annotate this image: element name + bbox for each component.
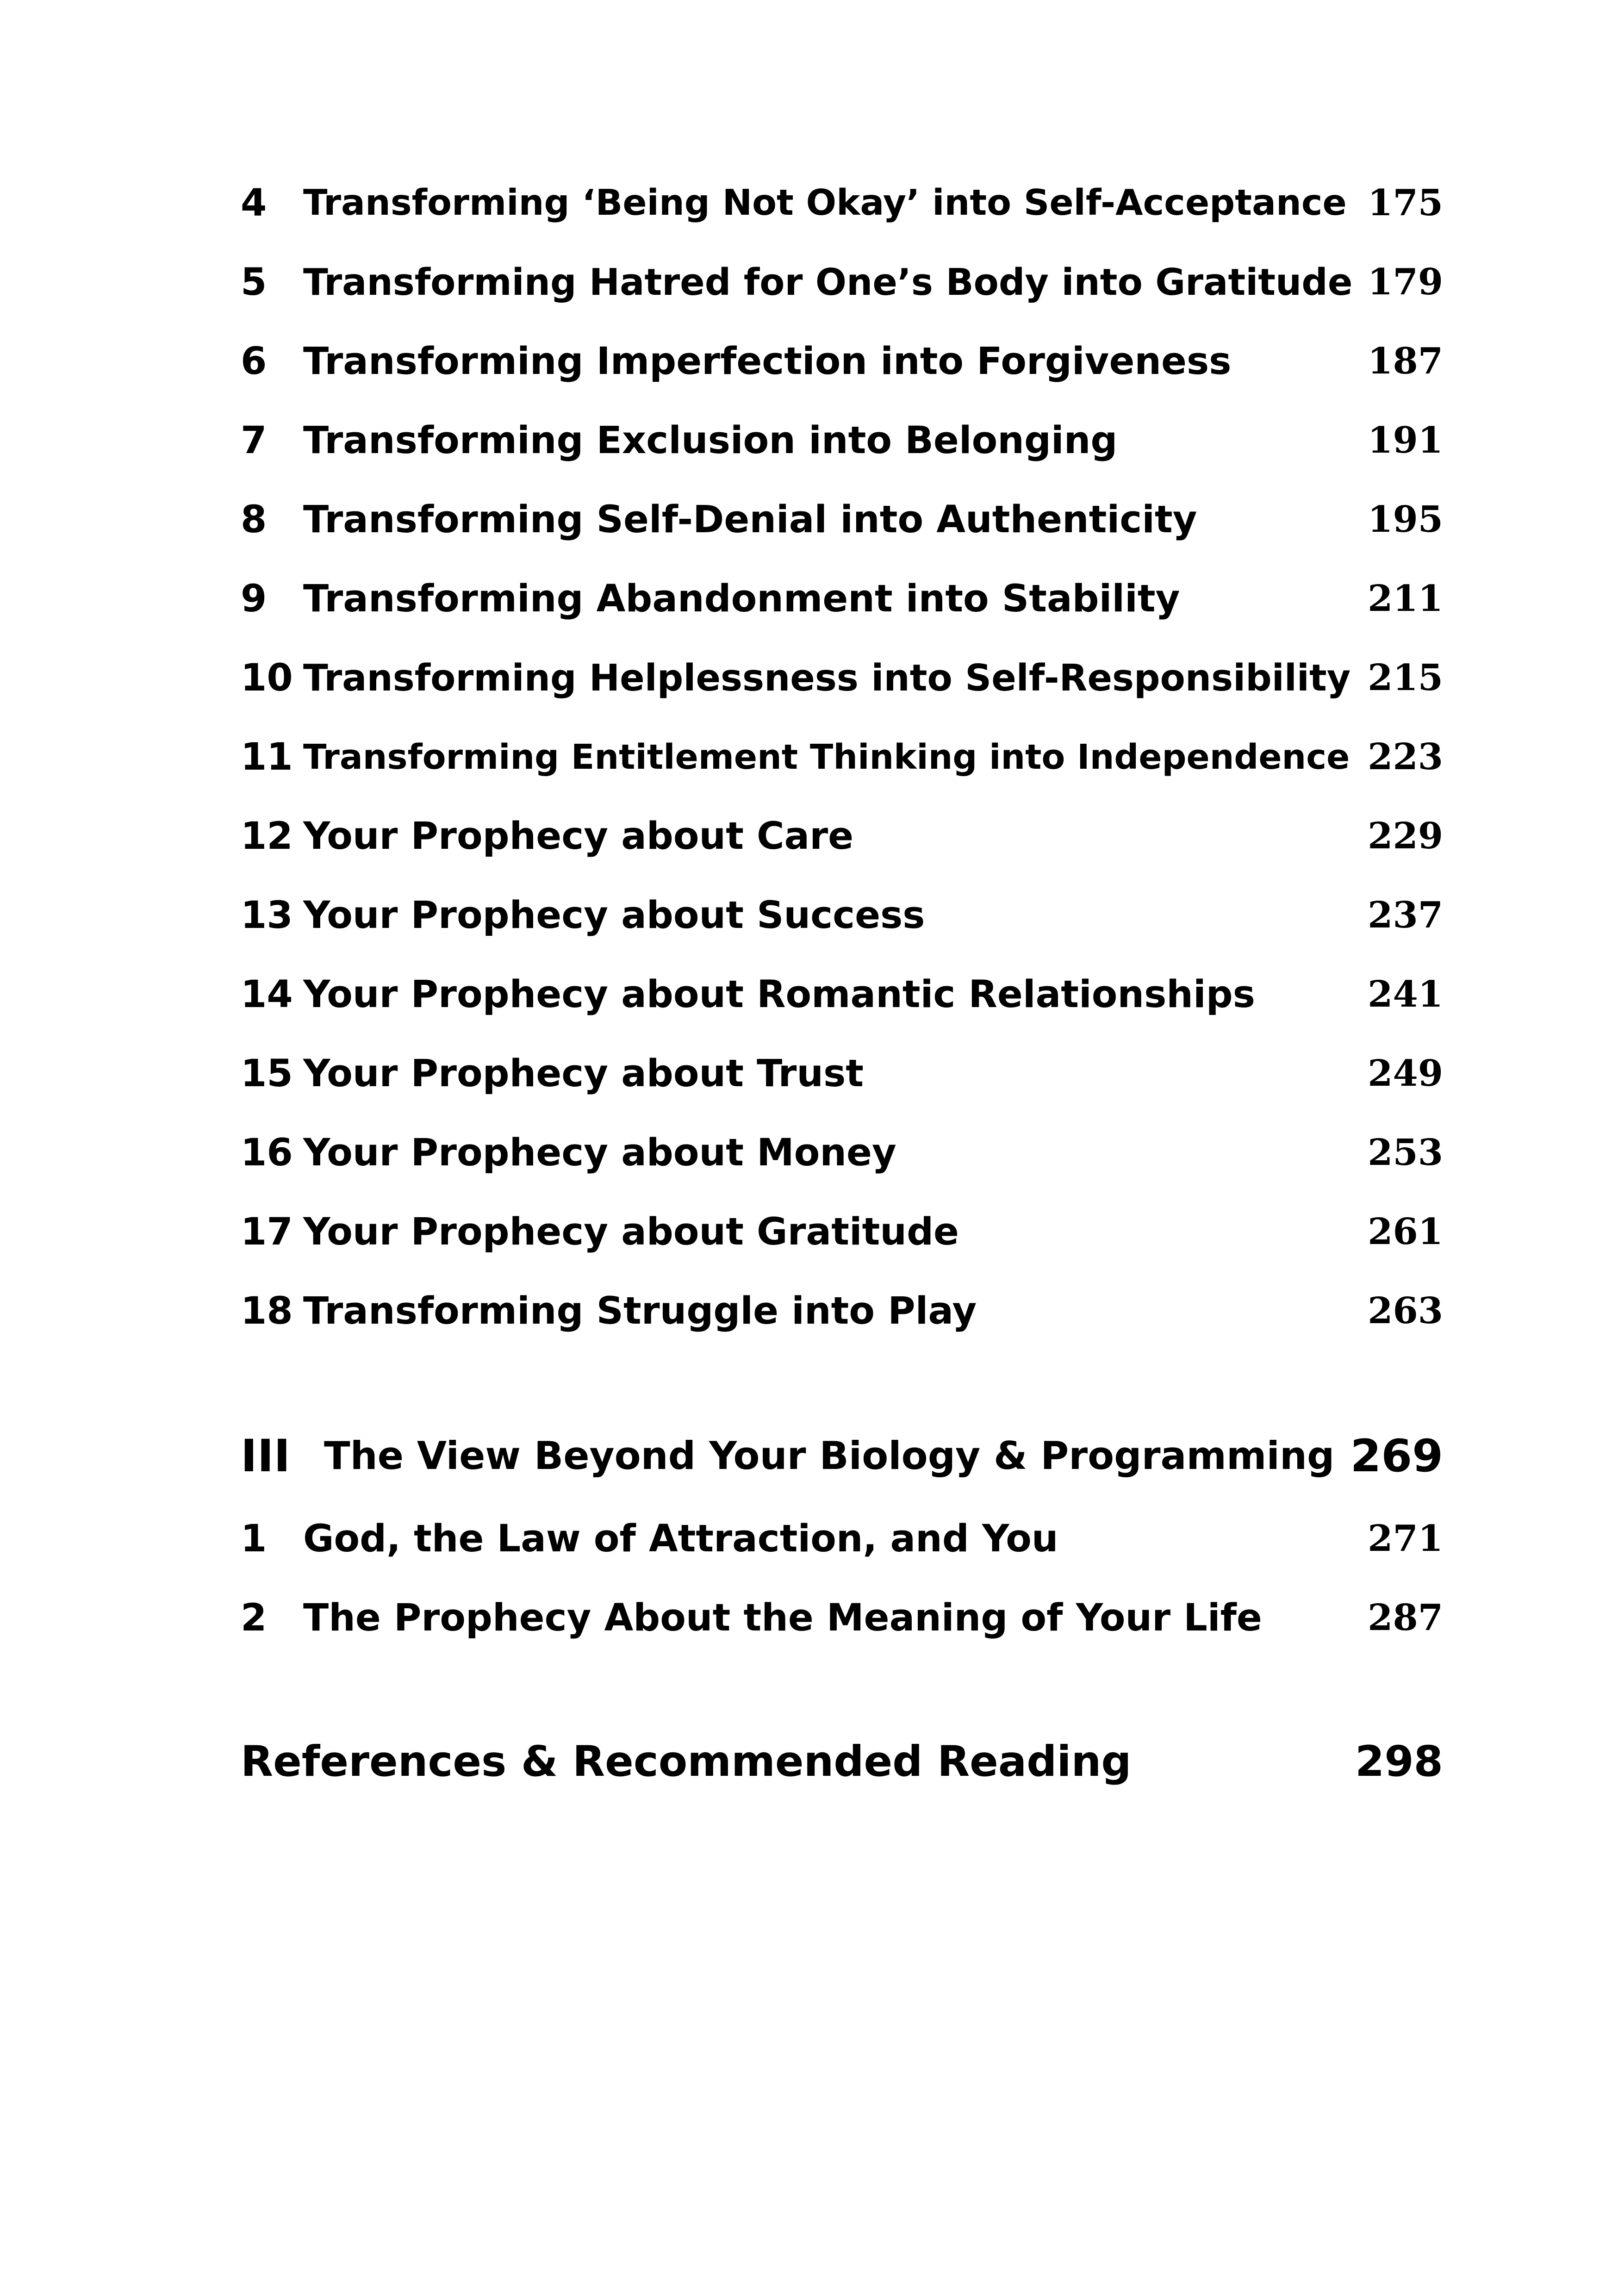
toc-entry[interactable] <box>241 646 1443 710</box>
toc-entry[interactable] <box>241 566 1443 631</box>
chapter-title: Your Prophecy about Success <box>303 894 925 937</box>
chapter-title: God, the Law of Attraction, and You <box>303 1517 1058 1561</box>
chapter-title: Transforming Helplessness into Self-Responsibility <box>303 657 1351 699</box>
toc-entry[interactable] <box>241 1506 1443 1571</box>
chapter-title: Transforming Imperfection into Forgiveness <box>303 340 1232 383</box>
references-entry[interactable] <box>241 1730 1443 1794</box>
page-number: 175 <box>1368 182 1443 224</box>
chapter-title: Transforming Entitlement Thinking into Independence <box>303 737 1350 777</box>
page-number: 223 <box>1368 736 1443 778</box>
chapter-title: The Prophecy About the Meaning of Your Life <box>303 1596 1262 1640</box>
page-number: 249 <box>1368 1052 1443 1095</box>
chapter-number: 18 <box>241 1289 293 1333</box>
page-number: 263 <box>1368 1290 1443 1332</box>
part-heading[interactable] <box>241 1424 1443 1488</box>
page-number: 215 <box>1368 657 1443 699</box>
chapter-title: Transforming Self-Denial into Authenticity <box>303 498 1197 541</box>
chapter-number: 12 <box>241 815 293 858</box>
page-number: 195 <box>1368 498 1443 541</box>
toc-entry[interactable] <box>241 1041 1443 1106</box>
chapter-title: Transforming Struggle into Play <box>303 1289 977 1333</box>
toc-entry[interactable] <box>241 1279 1443 1344</box>
toc-entry[interactable] <box>241 250 1443 315</box>
chapter-number: 5 <box>241 261 267 304</box>
chapter-number: 6 <box>241 340 267 383</box>
page-number: 271 <box>1368 1518 1443 1560</box>
chapter-number: 14 <box>241 973 293 1016</box>
page-number: 187 <box>1368 340 1443 382</box>
toc-entry[interactable] <box>241 487 1443 552</box>
chapter-title: Your Prophecy about Money <box>303 1131 896 1175</box>
toc-entry[interactable] <box>241 329 1443 394</box>
chapter-title: Your Prophecy about Care <box>303 815 854 858</box>
page-number: 253 <box>1368 1132 1443 1174</box>
chapter-title: Transforming Abandonment into Stability <box>303 577 1180 621</box>
chapter-title: Transforming Exclusion into Belonging <box>303 419 1118 462</box>
chapter-number: 13 <box>241 894 293 937</box>
toc-entry[interactable] <box>241 804 1443 869</box>
references-title: References & Recommended Reading <box>241 1737 1132 1786</box>
toc-entry[interactable] <box>241 171 1443 236</box>
toc-entry[interactable] <box>241 725 1443 790</box>
chapter-number: 2 <box>241 1596 267 1640</box>
toc-entry[interactable] <box>241 883 1443 948</box>
part-number: III <box>241 1430 291 1482</box>
chapter-title: Your Prophecy about Gratitude <box>303 1210 959 1254</box>
chapter-title: Your Prophecy about Trust <box>303 1052 864 1095</box>
chapter-number: 11 <box>241 735 293 779</box>
page-number: 261 <box>1368 1211 1443 1253</box>
page-number: 241 <box>1368 973 1443 1015</box>
chapter-number: 8 <box>241 498 267 541</box>
part-title: The View Beyond Your Biology & Programming <box>324 1433 1335 1478</box>
chapter-number: 17 <box>241 1210 293 1254</box>
toc-entry[interactable] <box>241 1200 1443 1264</box>
chapter-title: Your Prophecy about Romantic Relationships <box>303 973 1255 1016</box>
page-number: 287 <box>1368 1597 1443 1639</box>
toc-entry[interactable] <box>241 1120 1443 1185</box>
page-number: 191 <box>1368 419 1443 461</box>
page-number: 179 <box>1368 261 1443 303</box>
chapter-title: Transforming ‘Being Not Okay’ into Self-Acceptance <box>303 182 1347 224</box>
chapter-number: 1 <box>241 1517 267 1561</box>
page-number: 211 <box>1368 578 1443 620</box>
chapter-title: Transforming Hatred for One’s Body into Gratitude <box>303 261 1353 304</box>
chapter-number: 16 <box>241 1131 293 1175</box>
toc-entry[interactable] <box>241 1586 1443 1650</box>
page-number: 298 <box>1355 1737 1443 1786</box>
toc-entry[interactable] <box>241 408 1443 473</box>
page-number: 269 <box>1350 1430 1443 1482</box>
chapter-number: 7 <box>241 419 267 462</box>
chapter-number: 15 <box>241 1052 293 1095</box>
chapter-number: 9 <box>241 577 267 621</box>
page-number: 237 <box>1368 894 1443 936</box>
chapter-number: 4 <box>241 181 267 225</box>
chapter-number: 10 <box>241 656 293 700</box>
page-number: 229 <box>1368 815 1443 857</box>
toc-entry[interactable] <box>241 962 1443 1027</box>
